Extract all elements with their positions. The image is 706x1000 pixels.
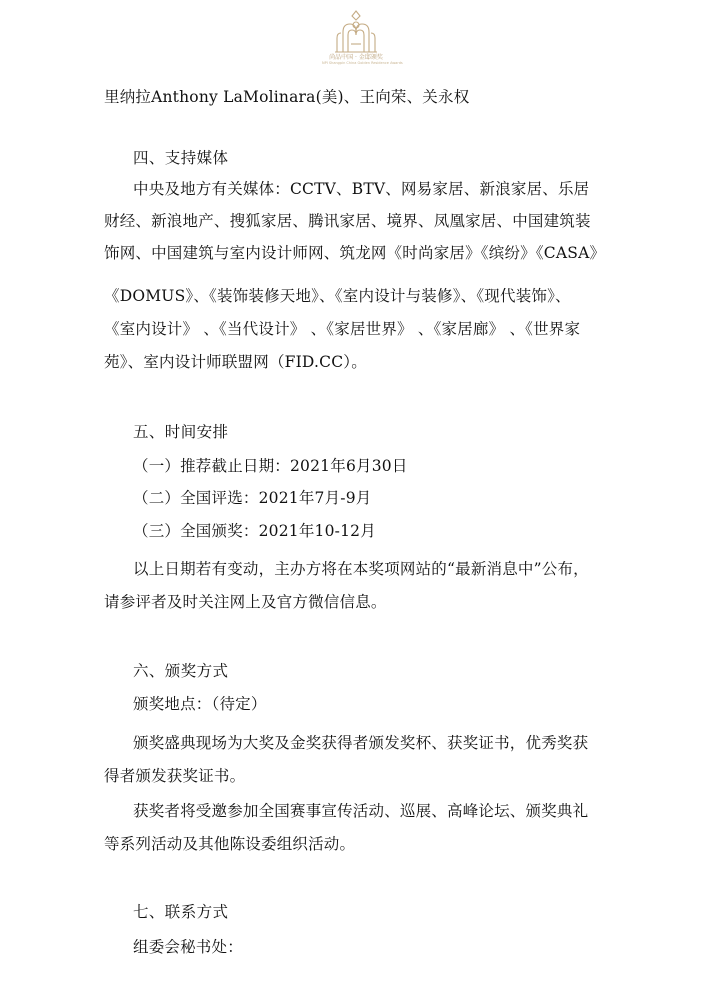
schedule-item: （一）推荐截止日期：2021年6月30日 bbox=[133, 457, 408, 475]
logo-subcaption: NPI Shangpin China Golden Residence Awards bbox=[322, 61, 403, 65]
media-paragraph-line: 饰网、中国建筑与室内设计师网、筑龙网《时尚家居》《缤纷》《CASA》 bbox=[104, 244, 606, 262]
section-heading-contact: 七、联系方式 bbox=[133, 903, 229, 921]
schedule-item: （三）全国颁奖：2021年10-12月 bbox=[133, 522, 376, 540]
media-paragraph-line: 《DOMUS》、《装饰装修天地》、《室内设计与装修》、《现代装饰》、 bbox=[104, 287, 571, 305]
media-paragraph-line: 财经、新浪地产、搜狐家居、腾讯家居、境界、凤凰家居、中国建筑装 bbox=[104, 212, 591, 230]
media-paragraph-line: 中央及地方有关媒体：CCTV、BTV、网易家居、新浪家居、乐居 bbox=[133, 180, 590, 198]
media-paragraph-line: 苑》、室内设计师联盟网（FID.CC）。 bbox=[104, 353, 367, 371]
ceremony-paragraph-line: 得者颁发获奖证书。 bbox=[104, 767, 246, 785]
schedule-item: （二）全国评选：2021年7月-9月 bbox=[133, 489, 372, 507]
schedule-note-line: 请参评者及时关注网上及官方微信信息。 bbox=[104, 593, 387, 611]
media-paragraph-line: 《室内设计》 、《当代设计》 、《家居世界》 、《家居廊》 、《世界家 bbox=[104, 320, 581, 338]
section-heading-ceremony: 六、颁奖方式 bbox=[133, 662, 229, 680]
section-heading-schedule: 五、时间安排 bbox=[133, 423, 229, 441]
award-logo bbox=[322, 8, 403, 80]
activity-paragraph-line: 等系列活动及其他陈设委组织活动。 bbox=[104, 835, 356, 853]
section-heading-media: 四、支持媒体 bbox=[133, 149, 229, 167]
activity-paragraph-line: 获奖者将受邀参加全国赛事宣传活动、巡展、高峰论坛、颁奖典礼 bbox=[133, 802, 589, 820]
contact-line: 组委会秘书处： bbox=[133, 938, 243, 956]
schedule-note-line: 以上日期若有变动，主办方将在本奖项网站的“最新消息中”公布， bbox=[133, 560, 589, 578]
ceremony-paragraph-line: 颁奖盛典现场为大奖及金奖获得者颁发奖杯、获奖证书，优秀奖获 bbox=[133, 734, 589, 752]
judges-list-tail: 里纳拉Anthony LaMolinara(美)、王向荣、关永权 bbox=[104, 88, 470, 106]
logo-caption: 尚品中国 · 金邸颁奖 bbox=[329, 54, 383, 61]
award-emblem-icon bbox=[331, 8, 381, 54]
venue-line: 颁奖地点：（待定） bbox=[133, 695, 267, 713]
